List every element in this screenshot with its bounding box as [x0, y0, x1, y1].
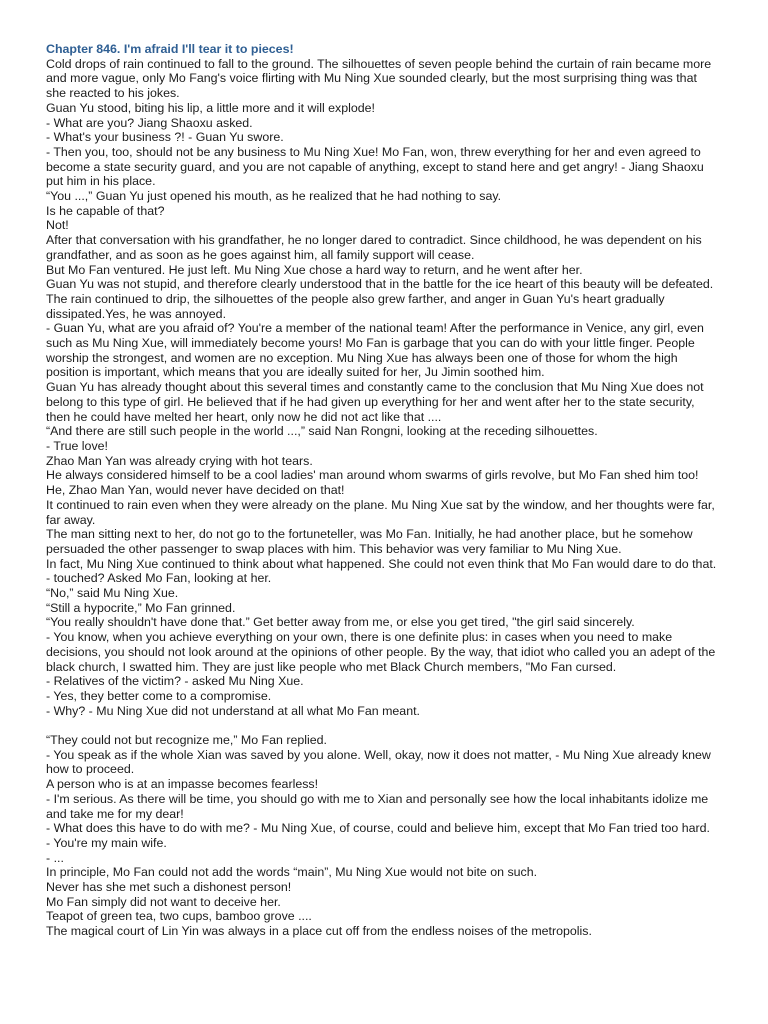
paragraph: “You really shouldn't have done that.” Get better away from me, or else you get tired, "the girl said sincerely.	[46, 615, 635, 630]
paragraph: - ...	[46, 850, 64, 865]
paragraph: - What does this have to do with me? - Mu Ning Xue, of course, could and believe him, except that Mo Fan tried too hard.	[46, 821, 710, 836]
paragraph: - Then you, too, should not be any business to Mu Ning Xue! Mo Fan, won, threw everything for her and even agreed to become a state security guard, and you are not capable of anything, except to stand here and get angry! - Jiang Shaoxu put him in his place.	[46, 144, 704, 189]
paragraph: “Still a hypocrite,” Mo Fan grinned.	[46, 600, 236, 615]
paragraph: “They could not but recognize me,” Mo Fan replied.	[46, 733, 327, 748]
paragraph: “You ...,” Guan Yu just opened his mouth, as he realized that he had nothing to say.	[46, 189, 502, 204]
paragraph: He always considered himself to be a cool ladies' man around whom swarms of girls revolve, but Mo Fan shed him too! He, Zhao Man Yan, would never have decided on that!	[46, 468, 699, 498]
paragraph: “No,” said Mu Ning Xue.	[46, 586, 179, 601]
chapter-title: Chapter 846. I'm afraid I'll tear it to pieces!	[46, 42, 294, 56]
paragraph: - What's your business ?! - Guan Yu swore.	[46, 130, 284, 145]
paragraph: - touched? Asked Mo Fan, looking at her.	[46, 571, 272, 586]
paragraph: - Why? - Mu Ning Xue did not understand at all what Mo Fan meant.	[46, 703, 420, 718]
paragraph: Not!	[46, 218, 69, 233]
paragraph: It continued to rain even when they were already on the plane. Mu Ning Xue sat by the window, and her thoughts were far, far away.	[46, 497, 715, 527]
paragraph: - Yes, they better come to a compromise.	[46, 688, 272, 703]
paragraph: Zhao Man Yan was already crying with hot tears.	[46, 453, 313, 468]
paragraph: - I'm serious. As there will be time, you should go with me to Xian and personally see how the local inhabitants idolize me and take me for my dear!	[46, 791, 709, 821]
paragraph: But Mo Fan ventured. He just left. Mu Ning Xue chose a hard way to return, and he went after her.	[46, 262, 583, 277]
paragraph: - You know, when you achieve everything on your own, there is one definite plus: in cases when you need to make decisions, you should not look around at the opinions of other people. By the way, that idiot who called you an adept of the black church, I swatted him. They are just like people who met Black Church members, "Mo Fan cursed.	[46, 630, 716, 674]
paragraph: Is he capable of that?	[46, 203, 165, 218]
paragraph: After that conversation with his grandfather, he no longer dared to contradict. Since childhood, he was dependent on his grandfather, and as soon as he goes against him, all family support will cease.	[46, 233, 702, 262]
paragraph: - What are you? Jiang Shaoxu asked.	[46, 115, 253, 130]
paragraph: Never has she met such a dishonest person!	[46, 880, 292, 895]
paragraph: Guan Yu stood, biting his lip, a little more and it will explode!	[46, 100, 375, 115]
paragraph: - True love!	[46, 438, 108, 453]
paragraph: Teapot of green tea, two cups, bamboo grove ....	[46, 909, 312, 924]
paragraph: Mo Fan simply did not want to deceive her.	[46, 894, 281, 909]
paragraph: Guan Yu was not stupid, and therefore clearly understood that in the battle for the ice heart of this beauty will be defeated. The rain continued to drip, the silhouettes of the people also grew farther, and anger in Guan Yu's heart gradually dissipated.Yes, he was annoyed.	[46, 277, 714, 321]
paragraph: In principle, Mo Fan could not add the words “main”, Mu Ning Xue would not bite on such.	[46, 865, 538, 880]
paragraph: - Guan Yu, what are you afraid of? You're a member of the national team! After the performance in Venice, any girl, even such as Mu Ning Xue, will immediately become yours! Mo Fan is garbage that you can do with your little finger. People worship the strongest, and women are no exception. Mu Ning Xue has always been one of those for whom the high position is important, which means that you are ideally suited for her, Ju Jimin soothed him.	[46, 321, 704, 380]
paragraph: A person who is at an impasse becomes fearless!	[46, 777, 319, 792]
paragraph: Cold drops of rain continued to fall to the ground. The silhouettes of seven people behind the curtain of rain became more and more vague, only Mo Fang's voice flirting with Mu Ning Xue sounded clearly, but the most surprising thing was that she reacted to his jokes.	[46, 56, 712, 101]
paragraph: In fact, Mu Ning Xue continued to think about what happened. She could not even think that Mo Fan would dare to do that.	[46, 556, 717, 571]
document-body	[46, 57, 720, 939]
paragraph	[46, 718, 720, 733]
paragraph: The man sitting next to her, do not go to the fortuneteller, was Mo Fan. Initially, he had another place, but he somehow persuaded the other passenger to swap places with him. This behavior was very familiar to Mu Ning Xue.	[46, 527, 693, 556]
paragraph: “And there are still such people in the world ...,” said Nan Rongni, looking at the receding silhouettes.	[46, 424, 598, 439]
paragraph: - You speak as if the whole Xian was saved by you alone. Well, okay, now it does not matter, - Mu Ning Xue already knew how to proceed.	[46, 747, 711, 777]
paragraph: - Relatives of the victim? - asked Mu Ning Xue.	[46, 674, 304, 689]
paragraph: - You're my main wife.	[46, 835, 167, 850]
paragraph: Guan Yu has already thought about this several times and constantly came to the conclusion that Mu Ning Xue does not belong to this type of girl. He believed that if he had given up everything for her and went after her to the state security, then he could have melted her heart, only now he did not act like that ....	[46, 380, 704, 424]
paragraph: The magical court of Lin Yin was always in a place cut off from the endless noises of the metropolis.	[46, 924, 592, 939]
